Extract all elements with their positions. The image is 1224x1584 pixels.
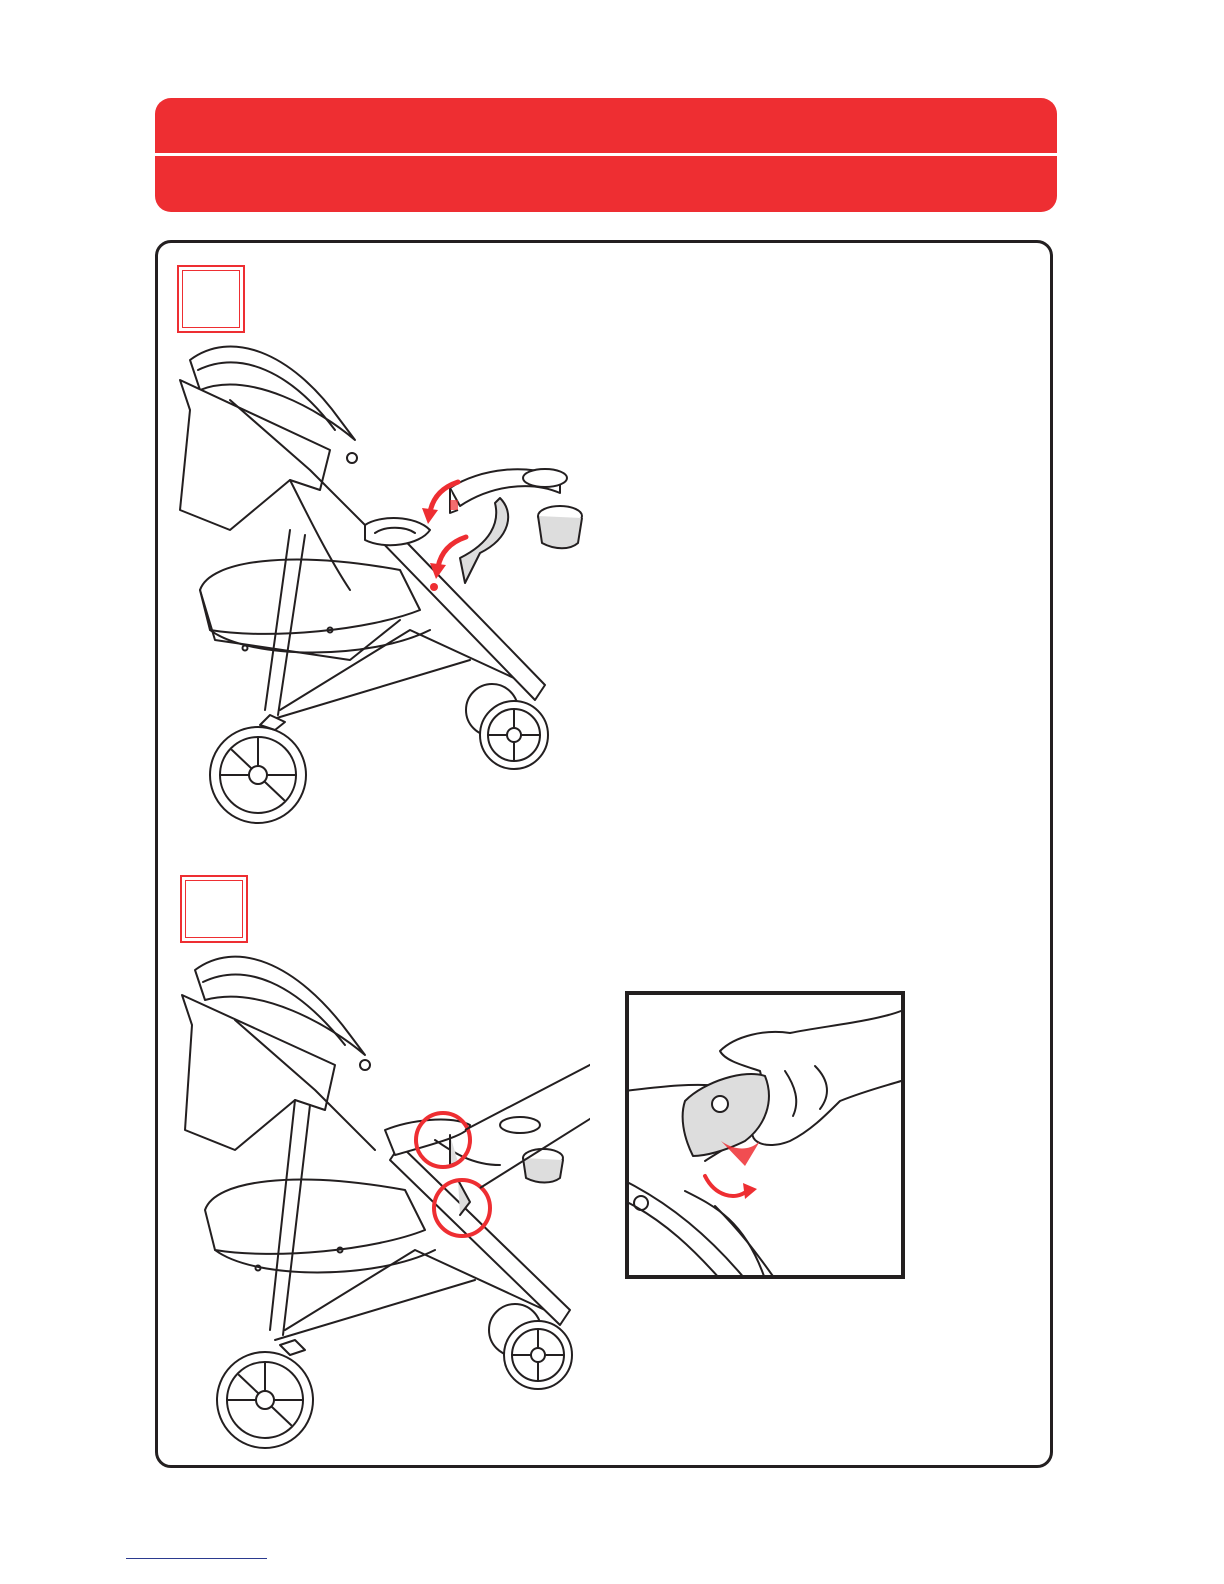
step-1-badge — [177, 265, 245, 333]
red-arrow-icon — [418, 472, 478, 592]
title-banner — [155, 98, 1057, 212]
footer-link-underline — [126, 1558, 267, 1559]
banner-divider — [155, 153, 1057, 156]
step-2-badge — [180, 875, 248, 943]
step-2-detail-inset — [625, 991, 905, 1279]
step-2-stroller-illustration — [170, 940, 590, 1450]
